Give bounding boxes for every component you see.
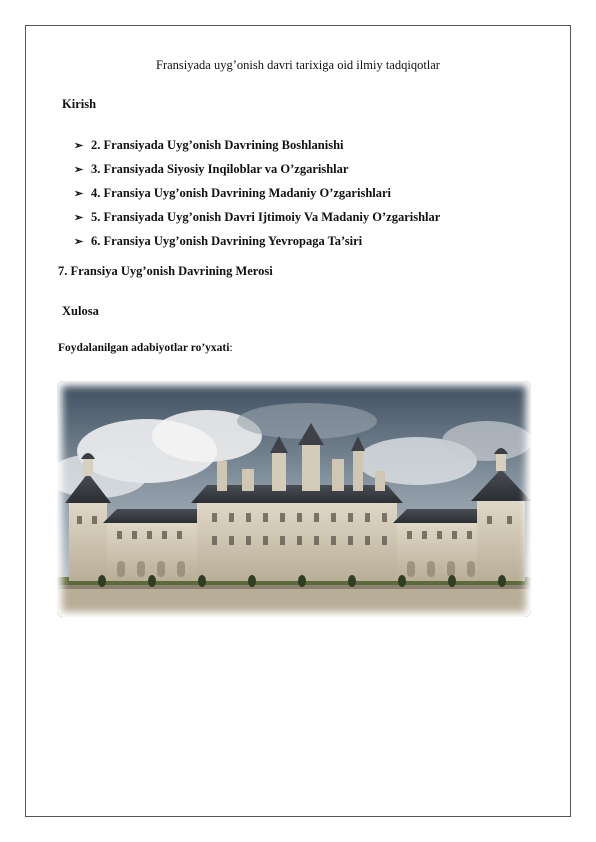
legacy-heading: 7. Fransiya Uyg’onish Davrining Merosi [58,264,273,278]
toc-item-label: 4. Fransiya Uyg’onish Davrining Madaniy O’zgarishlari [91,185,392,200]
arrowhead-icon: ➢ [74,235,84,248]
document-title: Fransiyada uyg’onish davri tarixiga oid ilmiy tadqiqotlar [156,58,440,72]
sources-heading [58,342,233,354]
arrowhead-icon: ➢ [74,211,84,224]
sources-label: Foydalanilgan adabiyotlar ro’yxati [58,342,230,354]
toc-item [74,205,440,229]
toc-item-label: 6. Fransiya Uyg’onish Davrining Yevropaga Ta’siri [91,233,363,248]
toc-item [74,181,440,205]
toc-item [74,157,440,181]
toc-item-label: 5. Fransiyada Uyg’onish Davri Ijtimoiy Va Madaniy O’zgarishlar [91,209,441,224]
arrowhead-icon: ➢ [74,163,84,176]
arrowhead-icon: ➢ [74,139,84,152]
toc-item-label: 2. Fransiyada Uyg’onish Davrining Boshlanishi [91,137,344,152]
toc-list [74,133,440,253]
chateau-photo [57,381,531,617]
intro-heading: Kirish [62,97,97,111]
toc-item-label: 3. Fransiyada Siyosiy Inqiloblar va O’zgarishlar [91,161,349,176]
toc-item [74,229,440,253]
arrowhead-icon: ➢ [74,187,84,200]
sources-colon: : [229,342,233,354]
conclusion-heading: Xulosa [62,304,99,318]
toc-item [74,133,440,157]
